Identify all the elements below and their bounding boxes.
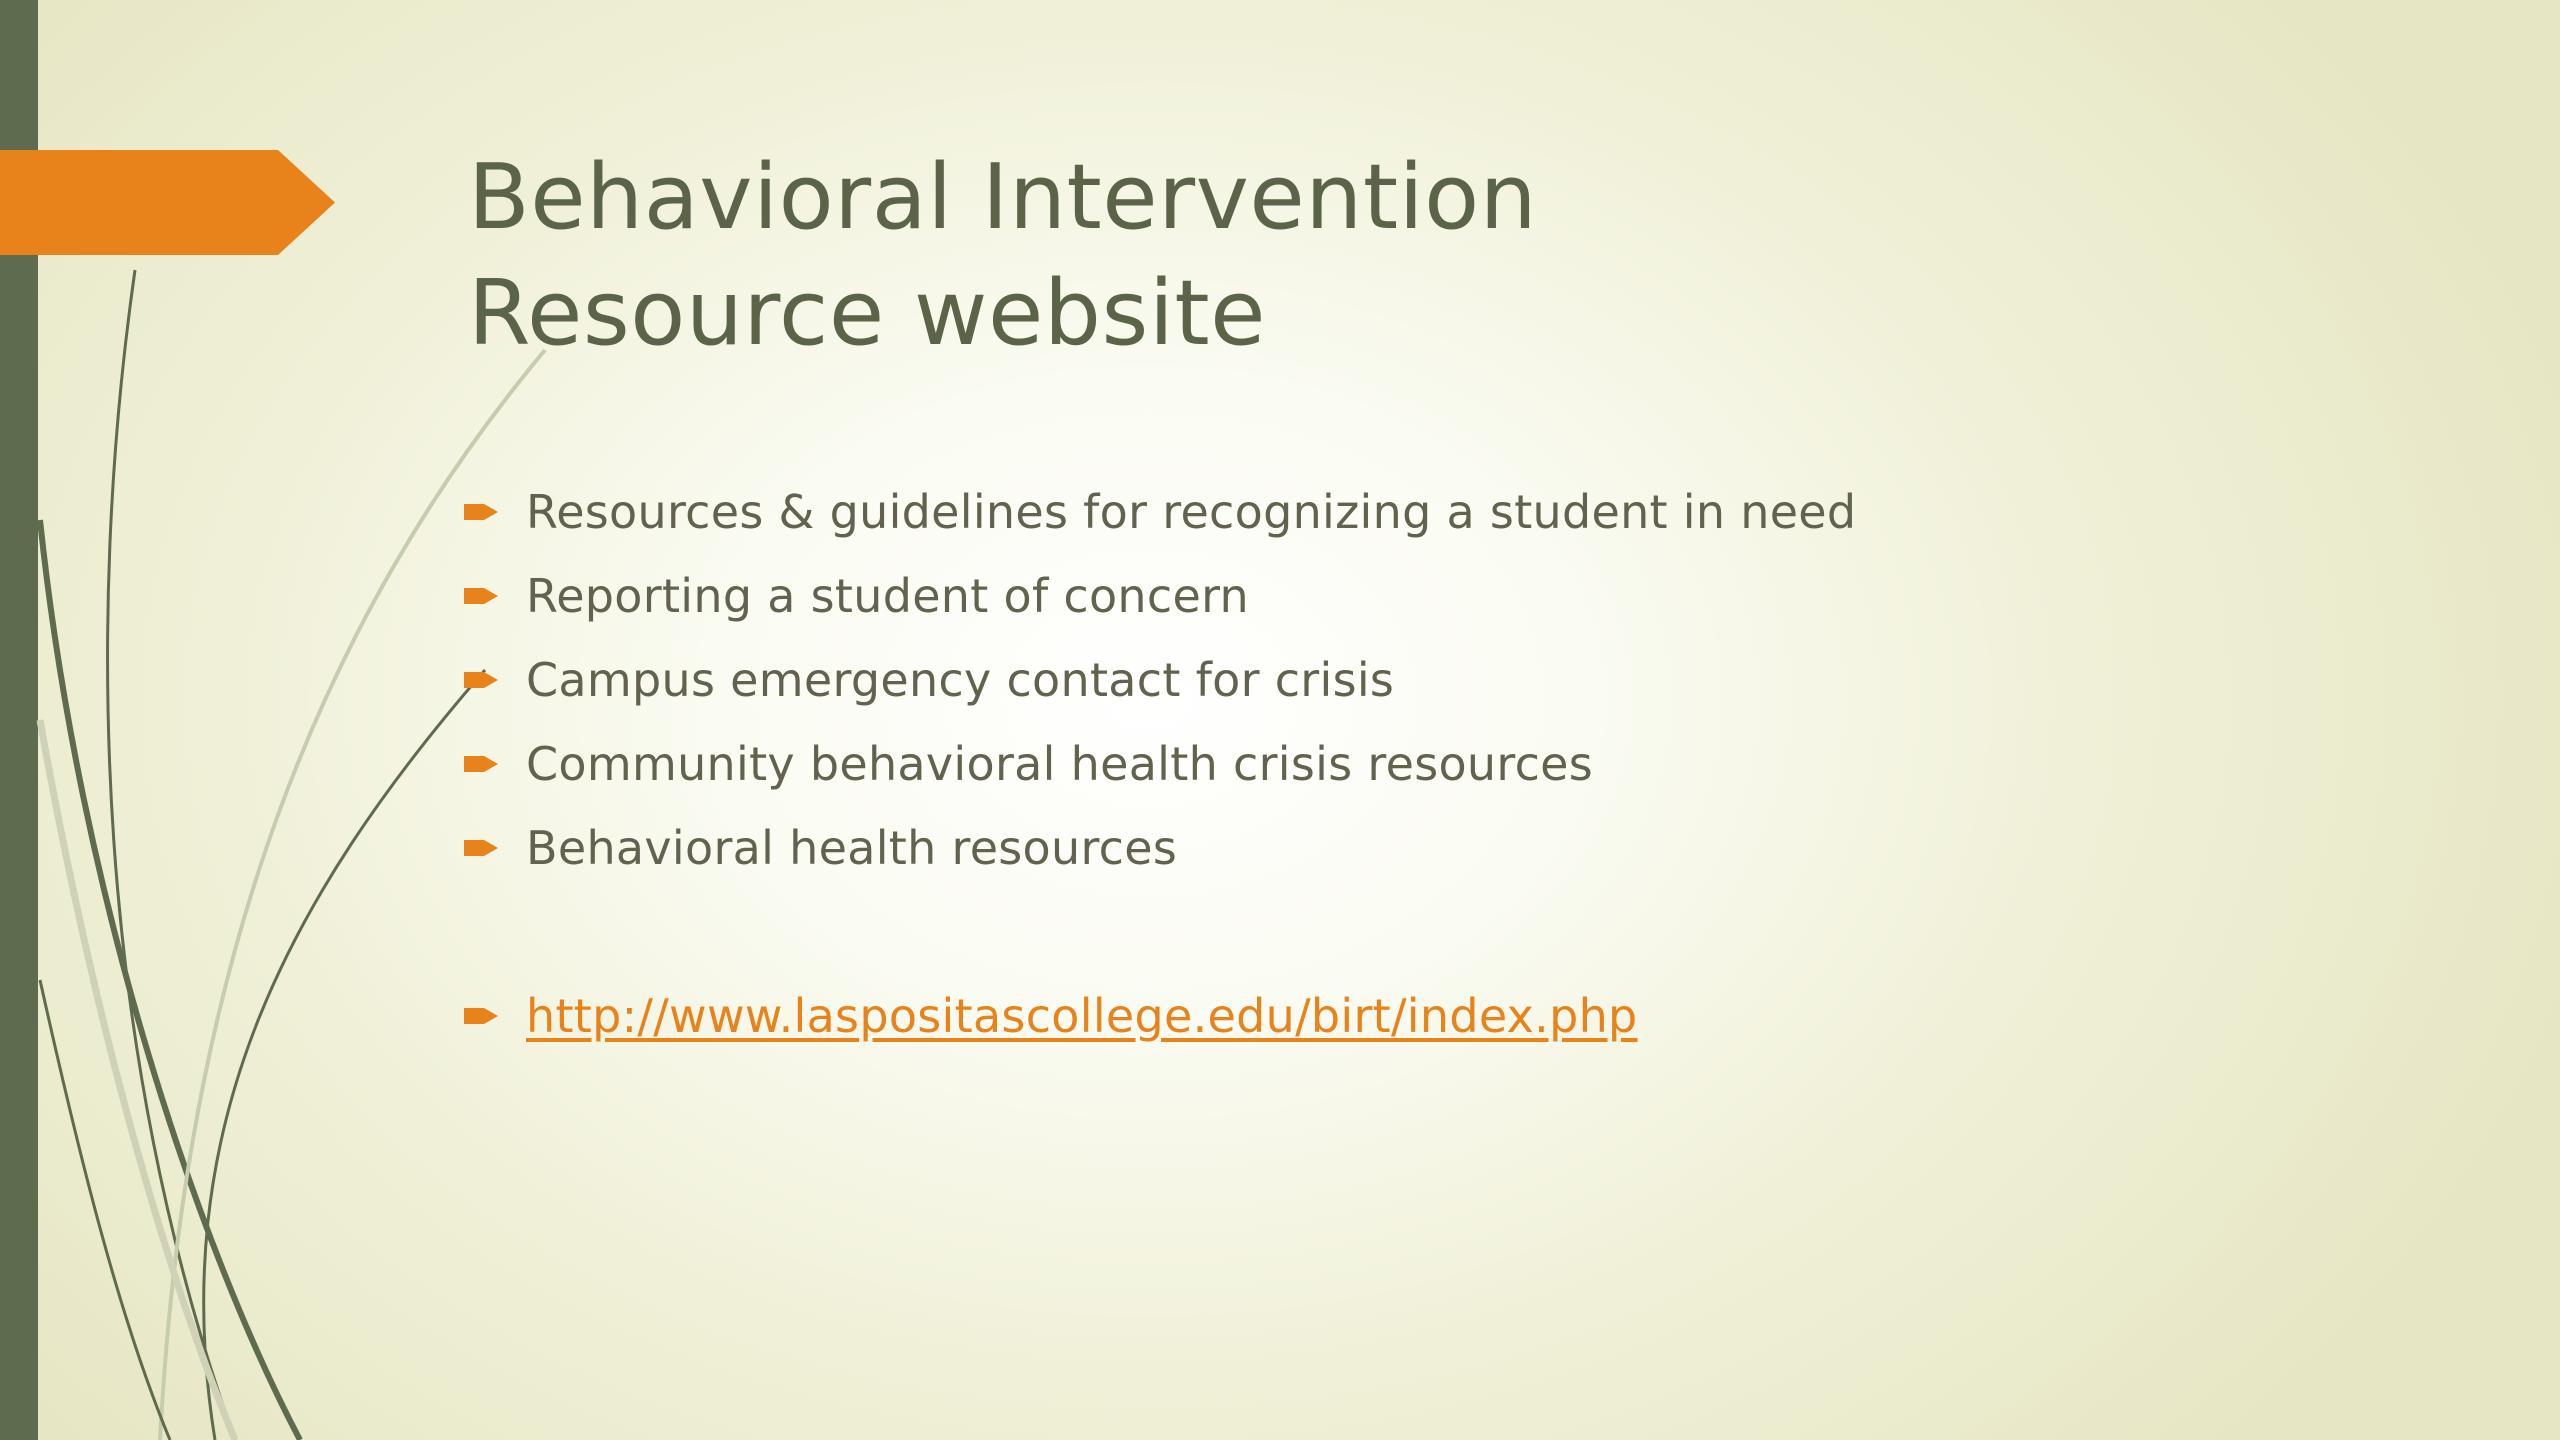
bullet-list	[462, 470, 1856, 1058]
arrow-bullet-icon	[462, 747, 500, 781]
arrow-bullet-icon	[462, 579, 500, 613]
bullet-text: Campus emergency contact for crisis	[526, 653, 1395, 707]
orange-arrow-tab	[0, 150, 335, 255]
bullet-item	[462, 470, 1856, 554]
bullet-item	[462, 806, 1856, 890]
slide-title-line-1: Behavioral Intervention	[468, 145, 1538, 250]
bullet-text: Behavioral health resources	[526, 821, 1178, 875]
arrow-bullet-icon	[462, 999, 500, 1033]
slide-title-line-2: Resource website	[468, 261, 1267, 366]
bullet-item	[462, 638, 1856, 722]
bullet-text: Community behavioral health crisis resources	[526, 737, 1594, 791]
bullet-item	[462, 554, 1856, 638]
arrow-bullet-icon	[462, 495, 500, 529]
slide-title	[468, 140, 1968, 372]
arrow-bullet-icon	[462, 831, 500, 865]
arrow-bullet-icon	[462, 663, 500, 697]
birt-website-link[interactable]: http://www.laspositascollege.edu/birt/index.php	[526, 989, 1638, 1043]
bullet-item	[462, 722, 1856, 806]
bullet-text: Reporting a student of concern	[526, 569, 1249, 623]
bullet-text: Resources & guidelines for recognizing a student in need	[526, 485, 1857, 539]
bullet-item-link	[462, 974, 1856, 1058]
